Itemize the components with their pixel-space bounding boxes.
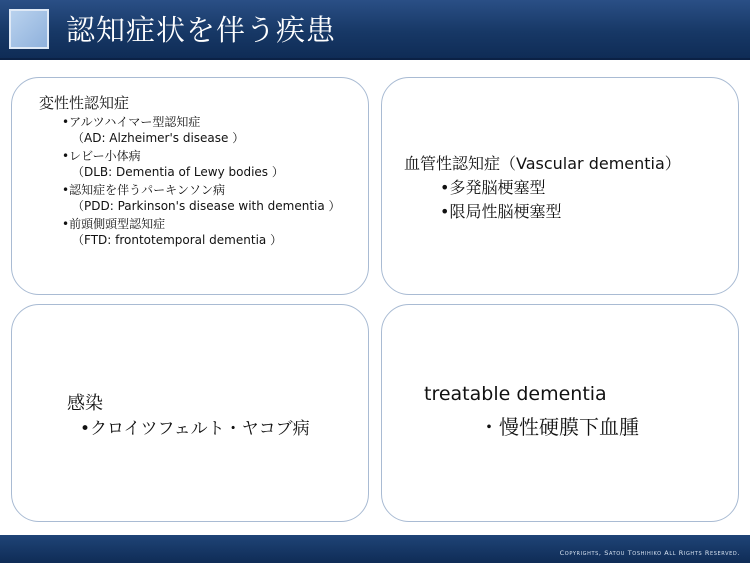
list-item: ・慢性硬膜下血腫 bbox=[479, 415, 639, 439]
treatable-dementia-box bbox=[381, 304, 739, 522]
disease-abbreviation: （PDD: Parkinson's disease with dementia ） bbox=[72, 199, 341, 213]
list-item: •限局性脳梗塞型 bbox=[440, 202, 562, 221]
title-bar bbox=[0, 0, 750, 60]
list-item bbox=[62, 114, 362, 146]
footer-bar bbox=[0, 535, 750, 563]
slide-title: 認知症状を伴う疾患 bbox=[66, 13, 337, 47]
degenerative-dementia-list bbox=[62, 114, 362, 250]
infection-box bbox=[11, 304, 369, 522]
disease-abbreviation: （AD: Alzheimer's disease ） bbox=[72, 131, 245, 145]
disease-abbreviation: （DLB: Dementia of Lewy bodies ） bbox=[72, 165, 284, 179]
list-item bbox=[62, 216, 362, 248]
list-item: •クロイツフェルト・ヤコブ病 bbox=[80, 419, 310, 439]
disease-abbreviation: （FTD: frontotemporal dementia ） bbox=[72, 233, 283, 247]
vascular-dementia-heading: 血管性認知症（Vascular dementia） bbox=[404, 154, 681, 173]
disease-name: •認知症を伴うパーキンソン病 bbox=[62, 183, 225, 197]
degenerative-dementia-heading: 変性性認知症 bbox=[39, 94, 130, 112]
vascular-dementia-box bbox=[381, 77, 739, 295]
disease-name: •アルツハイマー型認知症 bbox=[62, 115, 201, 129]
copyright-text: Copyrights, Satou Toshihiko All Rights Reserved. bbox=[559, 549, 740, 557]
title-square-decoration bbox=[9, 9, 49, 49]
vascular-dementia-list bbox=[440, 176, 561, 224]
infection-heading: 感染 bbox=[67, 393, 103, 414]
list-item: •多発脳梗塞型 bbox=[440, 178, 546, 197]
disease-name: •レビー小体病 bbox=[62, 149, 141, 163]
degenerative-dementia-box bbox=[11, 77, 369, 295]
disease-name: •前頭側頭型認知症 bbox=[62, 217, 166, 231]
list-item bbox=[62, 148, 362, 180]
treatable-dementia-heading: treatable dementia bbox=[424, 383, 607, 405]
list-item bbox=[62, 182, 362, 214]
